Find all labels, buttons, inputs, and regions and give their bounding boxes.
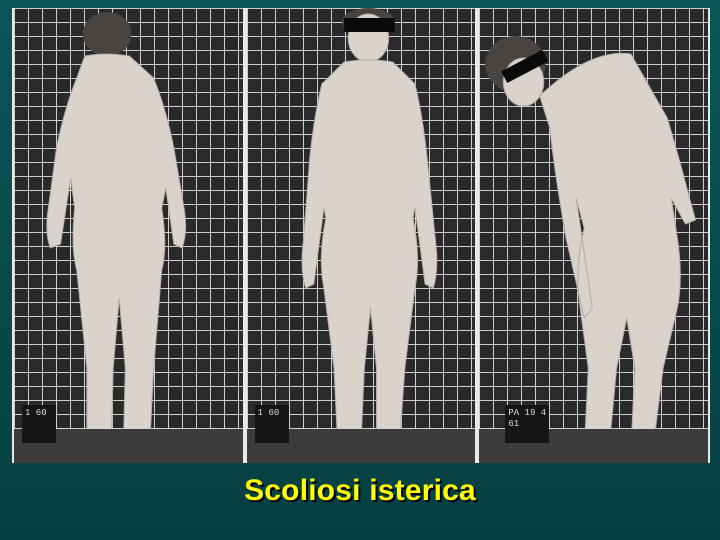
photo-anterior-view bbox=[247, 8, 476, 463]
plate-text: PA 19 4 61 bbox=[508, 408, 547, 429]
photo-label-plate bbox=[255, 405, 289, 443]
figure-silhouette-tilt bbox=[479, 8, 708, 463]
figure-silhouette-anterior bbox=[247, 8, 476, 463]
photo-lateral-tilt-view bbox=[479, 8, 708, 463]
plate-text: 1 60 bbox=[25, 408, 47, 418]
photo-posterior-view bbox=[14, 8, 243, 463]
figure-silhouette-posterior bbox=[14, 8, 243, 463]
photo-label-plate bbox=[22, 405, 56, 443]
plate-text: 1 60 bbox=[257, 408, 280, 418]
clinical-photo-strip bbox=[12, 8, 710, 463]
photo-label-plate bbox=[505, 405, 549, 443]
slide-title: Scoliosi isterica bbox=[244, 474, 476, 507]
